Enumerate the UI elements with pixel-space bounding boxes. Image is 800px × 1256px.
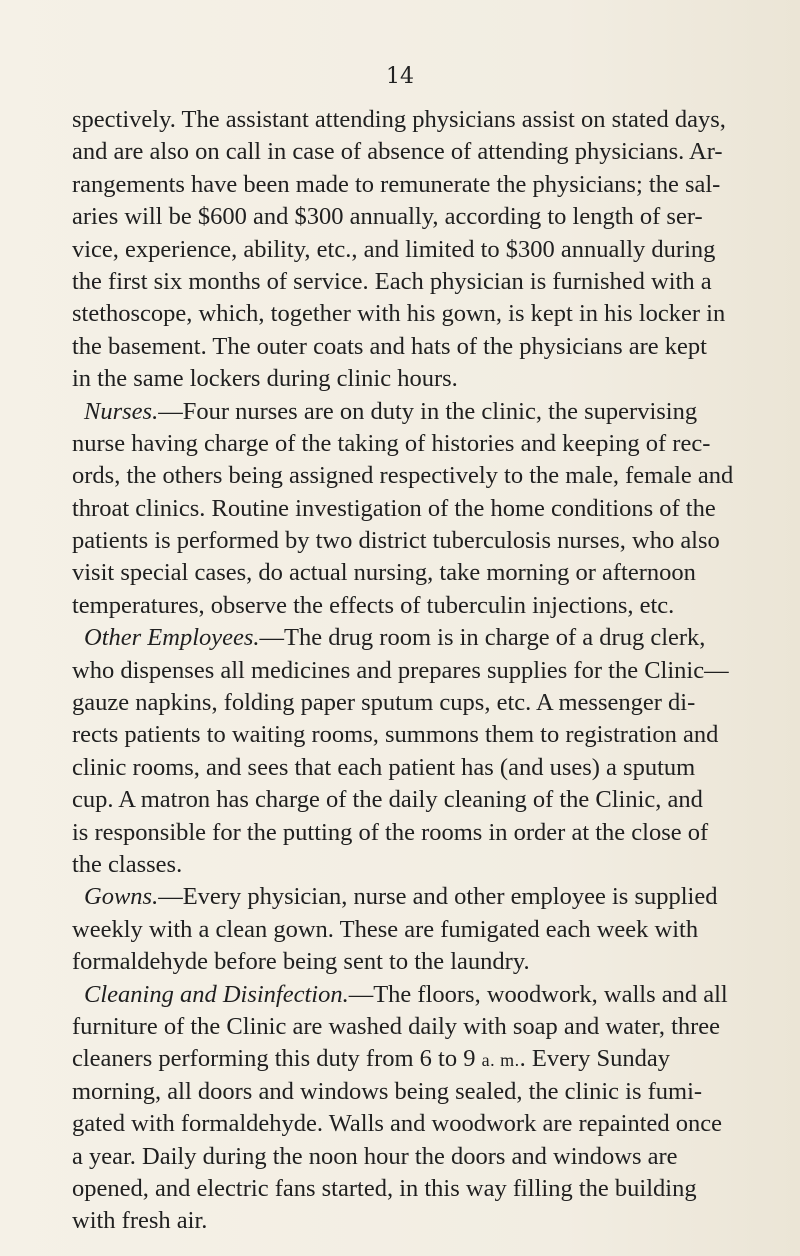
other-employees-paragraph-start [72, 622, 798, 654]
text-line: opened, and electric fans started, in this way filling the building [72, 1174, 697, 1202]
text-segment: —The drug room is in charge of a drug clerk, [259, 624, 706, 652]
cleaning-paragraph-start [72, 979, 798, 1011]
text-line: morning, all doors and windows being sealed, the clinic is fumi- [72, 1077, 703, 1105]
text-line: the classes. [72, 850, 183, 878]
text-line: clinic rooms, and sees that each patient has (and uses) a sputum [72, 753, 696, 781]
text-line-with-time [72, 1043, 798, 1075]
text-line: and are also on call in case of absence of attending physicians. Ar- [72, 138, 723, 166]
text-segment: —Every physician, nurse and other employee is supplied [158, 883, 718, 911]
text-line: ords, the others being assigned respectively to the male, female and [72, 462, 734, 490]
text-line: gated with formaldehyde. Walls and woodwork are repainted once [72, 1110, 723, 1138]
page-number: 14 [386, 64, 414, 89]
text-line: visit special cases, do actual nursing, take morning or afternoon [72, 559, 696, 587]
text-line: weekly with a clean gown. These are fumigated each week with [72, 915, 699, 943]
text-line: furniture of the Clinic are washed daily with soap and water, three [72, 1012, 721, 1040]
text-segment: —The floors, woodwork, walls and all [348, 980, 728, 1008]
text-segment: —Four nurses are on duty in the clinic, the supervising [158, 397, 698, 425]
nurses-heading: Nurses. [84, 397, 159, 425]
text-line: the first six months of service. Each physician is furnished with a [72, 267, 712, 295]
other-employees-heading: Other Employees. [84, 624, 260, 652]
text-line: a year. Daily during the noon hour the doors and windows are [72, 1142, 678, 1170]
text-segment: . Every Sunday [519, 1045, 670, 1073]
text-line: rects patients to waiting rooms, summons them to registration and [72, 721, 719, 749]
text-line: vice, experience, ability, etc., and limited to $300 annually during [72, 235, 716, 263]
text-line: spectively. The assistant attending physicians assist on stated days, [72, 106, 726, 133]
gowns-paragraph-start [72, 881, 798, 913]
text-line: stethoscope, which, together with his gown, is kept in his locker in [72, 300, 726, 328]
nurses-paragraph-start [72, 396, 798, 428]
text-line: gauze napkins, folding paper sputum cups, etc. A messenger di- [72, 689, 696, 717]
text-line: is responsible for the putting of the rooms in order at the close of [72, 818, 709, 846]
text-line: formaldehyde before being sent to the laundry. [72, 948, 530, 976]
text-line: patients is performed by two district tuberculosis nurses, who also [72, 527, 720, 555]
time-abbreviation: a. m. [481, 1050, 520, 1071]
text-line: temperatures, observe the effects of tuberculin injections, etc. [72, 591, 675, 619]
text-segment: cleaners performing this duty from 6 to 9 [72, 1045, 482, 1073]
text-line: in the same lockers during clinic hours. [72, 365, 458, 393]
text-line: aries will be $600 and $300 annually, according to length of ser- [72, 203, 703, 231]
text-line: rangements have been made to remunerate the physicians; the sal- [72, 170, 721, 198]
text-line: the basement. The outer coats and hats of the physicians are kept [72, 332, 707, 360]
text-line: nurse having charge of the taking of histories and keeping of rec- [72, 429, 711, 457]
text-line: with fresh air. [72, 1207, 208, 1235]
text-line: who dispenses all medicines and prepares supplies for the Clinic— [72, 656, 729, 684]
gowns-heading: Gowns. [84, 883, 159, 911]
text-line: cup. A matron has charge of the daily cleaning of the Clinic, and [72, 786, 703, 814]
body-text [72, 104, 798, 1238]
text-line: throat clinics. Routine investigation of the home conditions of the [72, 494, 716, 522]
cleaning-heading: Cleaning and Disinfection. [84, 980, 349, 1008]
